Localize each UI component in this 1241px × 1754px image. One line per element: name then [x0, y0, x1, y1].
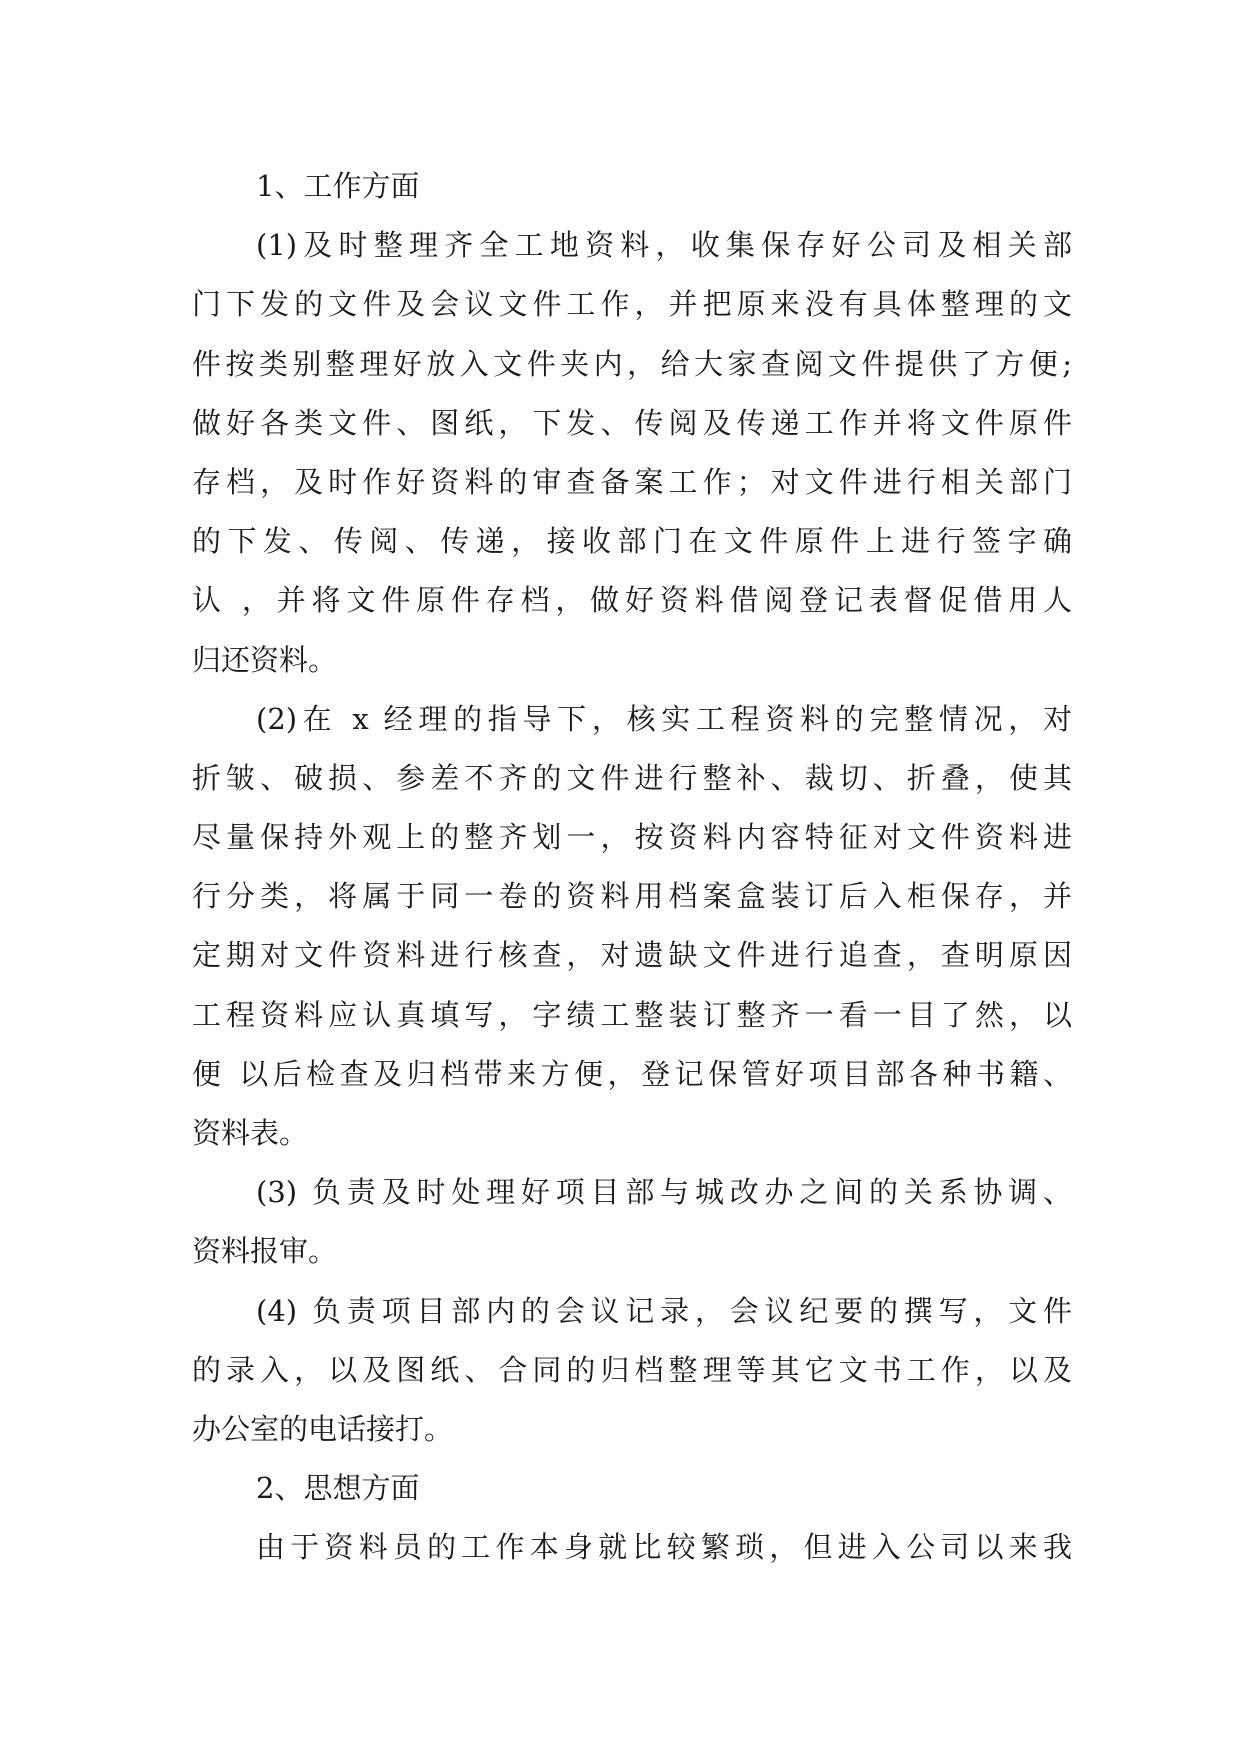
text-line: 定期对文件资料进行核查，对遗缺文件进行追查，查明原因 — [192, 938, 1072, 973]
text-line: 门下发的文件及会议文件工作，并把原来没有具体整理的文 — [192, 287, 1072, 322]
document-body — [192, 157, 1072, 1578]
text-line: 资料报审。 — [192, 1234, 338, 1269]
text-line: (4) 负责项目部内的会议记录，会议纪要的撰写，文件 — [256, 1293, 1072, 1328]
text-line: 办公室的电话接打。 — [192, 1411, 454, 1446]
text-line: (1)及时整理齐全工地资料，收集保存好公司及相关部 — [256, 228, 1072, 263]
text-line: 1、工作方面 — [256, 169, 420, 203]
text-line: 由于资料员的工作本身就比较繁琐，但进入公司以来我 — [256, 1530, 1072, 1565]
text-line: 件按类别整理好放入文件夹内，给大家查阅文件提供了方便; — [192, 346, 1072, 381]
text-line: 做好各类文件、图纸，下发、传阅及传递工作并将文件原件 — [192, 405, 1072, 440]
text-line: 认 ，并将文件原件存档，做好资料借阅登记表督促借用人 — [192, 583, 1072, 618]
text-line: 工程资料应认真填写，字绩工整装订整齐一看一目了然，以 — [192, 997, 1072, 1032]
text-line: 便 以后检查及归档带来方便，登记保管好项目部各种书籍、 — [192, 1056, 1072, 1091]
text-line: 尽量保持外观上的整齐划一，按资料内容特征对文件资料进 — [192, 820, 1072, 855]
text-line: 2、思想方面 — [256, 1471, 420, 1506]
text-line: (3) 负责及时处理好项目部与城改办之间的关系协调、 — [256, 1175, 1072, 1210]
text-line: 资料表。 — [192, 1116, 309, 1150]
text-line: 的下发、传阅、传递，接收部门在文件原件上进行签字确 — [192, 524, 1072, 559]
text-line: (2)在 x 经理的指导下，核实工程资料的完整情况，对 — [256, 701, 1072, 736]
text-line: 行分类，将属于同一卷的资料用档案盒装订后入柜保存，并 — [192, 879, 1072, 914]
text-line: 的录入，以及图纸、合同的归档整理等其它文书工作，以及 — [192, 1352, 1072, 1387]
text-line: 归还资料。 — [192, 642, 338, 677]
text-line: 存档，及时作好资料的审查备案工作；对文件进行相关部门 — [192, 464, 1072, 499]
text-line: 折皱、破损、参差不齐的文件进行整补、裁切、折叠，使其 — [192, 760, 1072, 795]
